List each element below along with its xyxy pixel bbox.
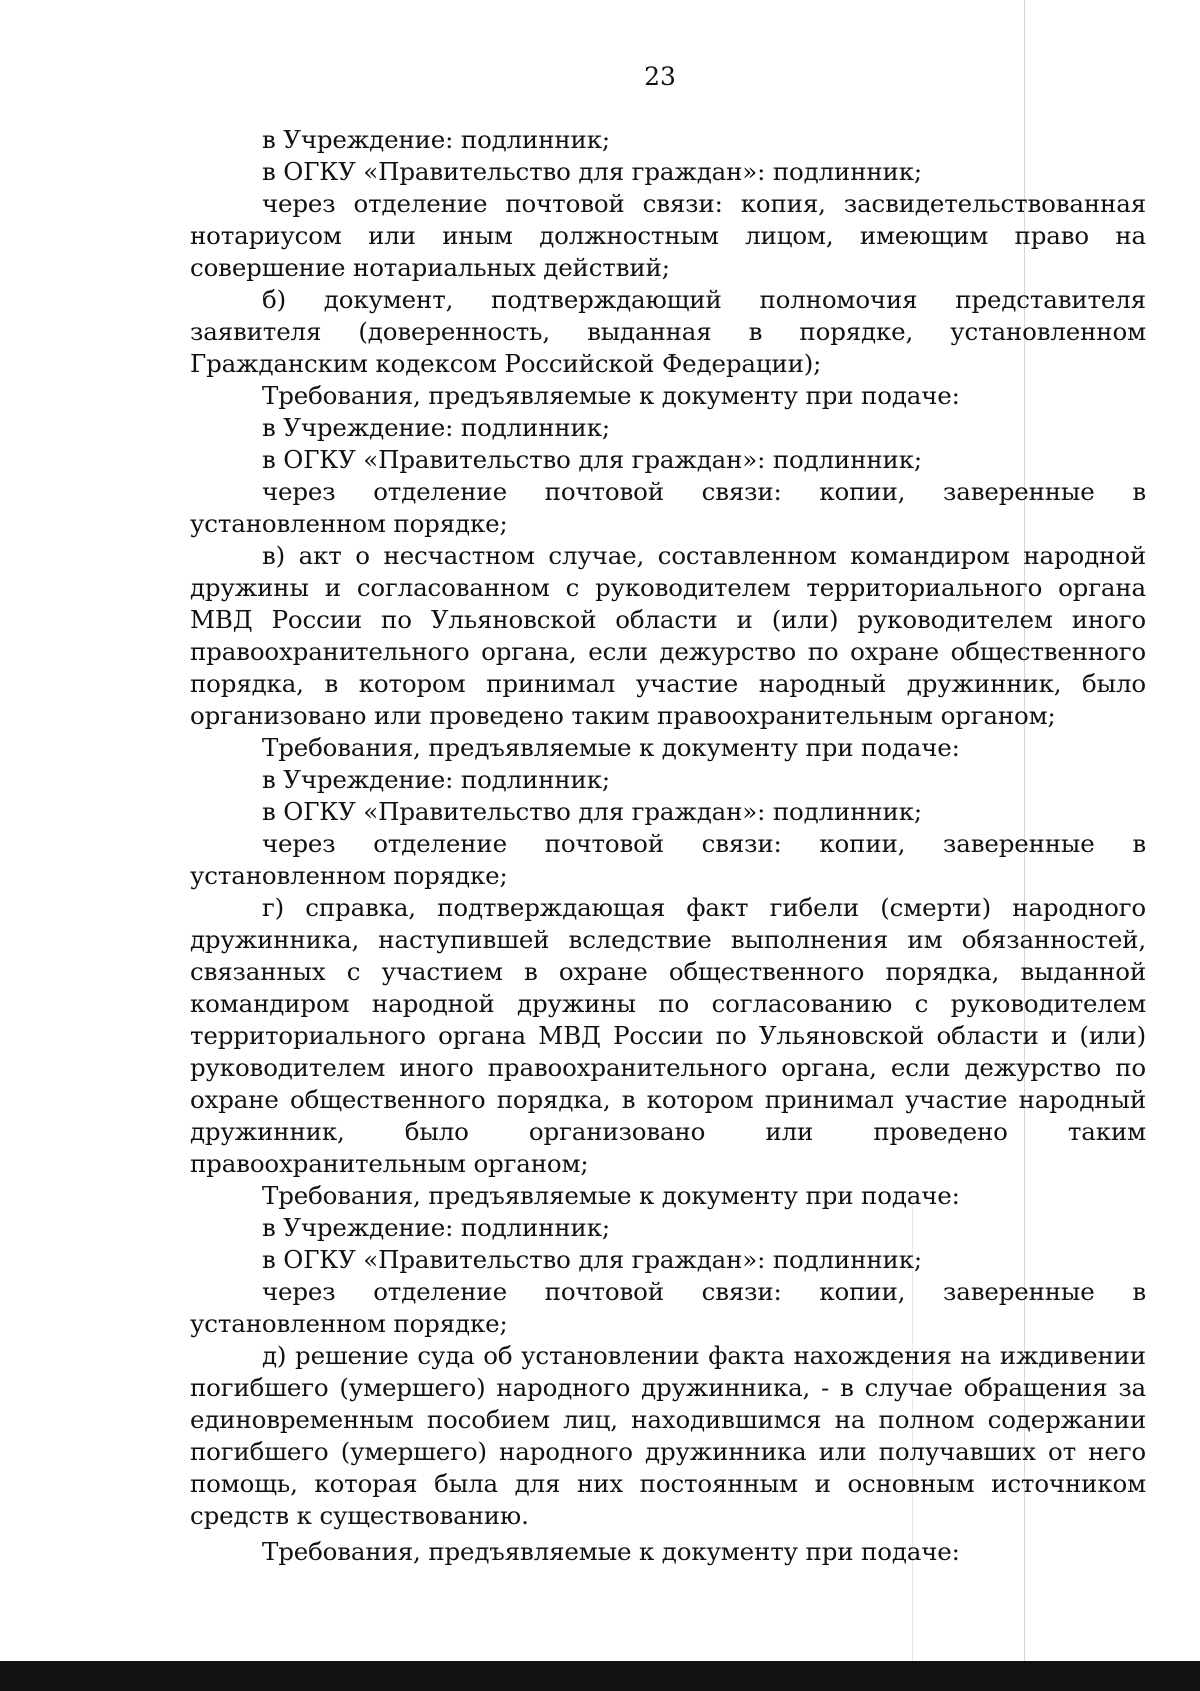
paragraph: Требования, предъявляемые к документу при подаче: — [262, 733, 960, 762]
paragraph: Требования, предъявляемые к документу при подаче: — [262, 381, 960, 410]
document-body — [190, 124, 1146, 1568]
paragraph: через отделение почтовой связи: копия, засвидетельствованная нотариусом или иным должностным лицом, имеющим право на совершение нотариальных действий; — [190, 189, 1146, 282]
paragraph: в) акт о несчастном случае, составленном командиром народной дружины и согласованном с руководителем территориального органа МВД России по Ульяновской области и (или) руководителем иного правоохранительного органа, если дежурство по охране общественного порядка, в котором принимал участие народный дружинник, было организовано или проведено таким правоохранительным органом; — [190, 541, 1146, 730]
paragraph: Требования, предъявляемые к документу при подаче: — [262, 1537, 960, 1566]
paragraph: б) документ, подтверждающий полномочия представителя заявителя (доверенность, выданная в порядке, установленном Гражданским кодексом Российской Федерации); — [190, 285, 1146, 378]
paragraph: в Учреждение: подлинник; — [262, 125, 611, 154]
paragraph: в Учреждение: подлинник; — [262, 765, 611, 794]
page-number: 23 — [644, 62, 676, 91]
paragraph: в ОГКУ «Правительство для граждан»: подлинник; — [262, 1245, 922, 1274]
paragraph: в ОГКУ «Правительство для граждан»: подлинник; — [262, 445, 922, 474]
scan-bottom-border — [0, 1661, 1200, 1691]
paragraph: в Учреждение: подлинник; — [262, 413, 611, 442]
paragraph: в ОГКУ «Правительство для граждан»: подлинник; — [262, 157, 922, 186]
paragraph: г) справка, подтверждающая факт гибели (смерти) народного дружинника, наступившей вследствие выполнения им обязанностей, связанных с участием в охране общественного порядка, выданной командиром народной дружины по согласованию с руководителем территориального органа МВД России по Ульяновской области и (или) руководителем иного правоохранительного органа, если дежурство по охране общественного порядка, в котором принимал участие народный дружинник, было организовано или проведено таким правоохранительным органом; — [190, 893, 1146, 1178]
paragraph: в ОГКУ «Правительство для граждан»: подлинник; — [262, 797, 922, 826]
paragraph: через отделение почтовой связи: копии, заверенные в установленном порядке; — [190, 829, 1146, 890]
paragraph: через отделение почтовой связи: копии, заверенные в установленном порядке; — [190, 1277, 1146, 1338]
paragraph: через отделение почтовой связи: копии, заверенные в установленном порядке; — [190, 477, 1146, 538]
paragraph: в Учреждение: подлинник; — [262, 1213, 611, 1242]
paragraph: д) решение суда об установлении факта нахождения на иждивении погибшего (умершего) народного дружинника, - в случае обращения за единовременным пособием лиц, находившимся на полном содержании погибшего (умершего) народного дружинника или получавших от него помощь, которая была для них постоянным и основным источником средств к существованию. — [190, 1341, 1146, 1530]
paragraph: Требования, предъявляемые к документу при подаче: — [262, 1181, 960, 1210]
